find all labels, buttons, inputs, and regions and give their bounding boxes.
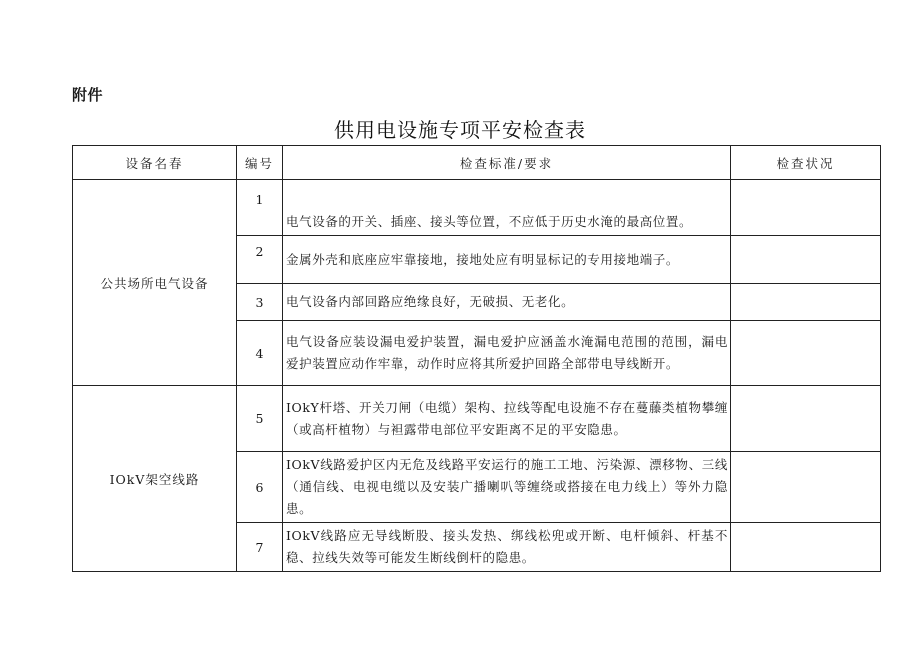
column-header-status: 检查状况 [731,146,881,180]
item-number: 5 [237,386,283,452]
status-cell[interactable] [731,180,881,236]
standard-cell: 电气设备的开关、插座、接头等位置，不应低于历史水淹的最高位置。 [283,180,731,236]
status-cell[interactable] [731,452,881,523]
status-cell[interactable] [731,523,881,572]
item-number: 1 [237,180,283,236]
item-number: 2 [237,236,283,284]
standard-cell: IOkY杆塔、开关刀闸（电缆）架构、拉线等配电设施不存在蔓藤类植物攀缠（或高杆植物）与袒露带电部位平安距离不足的平安隐患。 [283,386,731,452]
column-header-equipment-name: 设备名春 [73,146,237,180]
status-cell[interactable] [731,284,881,321]
item-number: 7 [237,523,283,572]
attachment-label: 附件 [72,86,104,104]
standard-cell: 电气设备应装设漏电爱护装置，漏电爱护应涵盖水淹漏电范围的范围，漏电爱护装置应动作牢靠，动作时应将其所爱护回路全部带电导线断开。 [283,321,731,386]
standard-cell: IOkV线路爱护区内无危及线路平安运行的施工工地、污染源、漂移物、三线（通信线、电视电缆以及安装广播喇叭等缠绕或搭接在电力线上）等外力隐患。 [283,452,731,523]
column-header-standard: 检查标准/要求 [283,146,731,180]
column-header-number: 编号 [237,146,283,180]
standard-cell: 电气设备内部回路应绝缘良好，无破损、无老化。 [283,284,731,321]
status-cell[interactable] [731,386,881,452]
standard-cell: 金属外壳和底座应牢靠接地，接地处应有明显标记的专用接地端子。 [283,236,731,284]
inspection-table [72,145,881,572]
standard-cell: IOkV线路应无导线断股、接头发热、绑线松兜或开断、电杆倾斜、杆基不稳、拉线失效等可能发生断线倒杆的隐患。 [283,523,731,572]
equipment-name-cell: 公共场所电气设备 [73,180,237,386]
status-cell[interactable] [731,321,881,386]
equipment-name-cell: IOkV架空线路 [73,386,237,572]
item-number: 6 [237,452,283,523]
table-row [73,386,881,452]
table-row [73,180,881,236]
item-number: 3 [237,284,283,321]
item-number: 4 [237,321,283,386]
status-cell[interactable] [731,236,881,284]
table-header-row [73,146,881,180]
page-title: 供用电设施专项平安检查表 [334,118,586,142]
